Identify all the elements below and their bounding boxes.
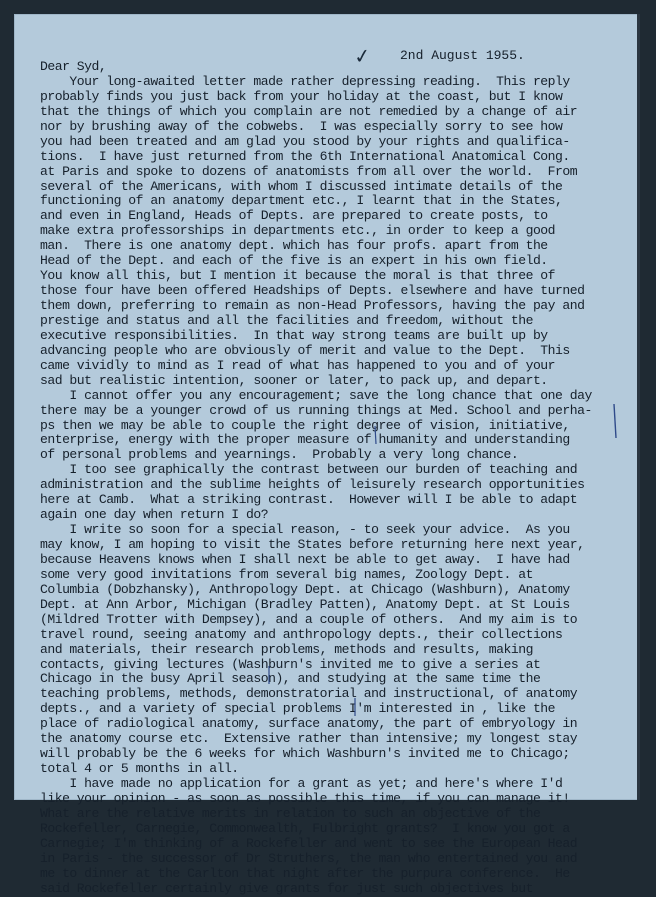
letter-line: again one day when return I do? bbox=[40, 507, 269, 523]
letter-line: travel round, seeing anatomy and anthropology depts., their collections bbox=[40, 626, 563, 642]
letter-line: several of the Americans, with whom I discussed intimate details of the bbox=[40, 178, 563, 194]
letter-line: me to dinner at the Carlton that night after the purpura conference. He bbox=[40, 865, 570, 881]
letter-line: them down, preferring to remain as non-Head Professors, having the pay and bbox=[40, 298, 585, 313]
letter-page bbox=[14, 14, 640, 896]
letter-line: total 4 or 5 months in all. bbox=[40, 761, 239, 777]
letter-line: because Heavens knows when I shall next be able to get away. I have had bbox=[40, 551, 570, 567]
letter-line: Rockefeller, Carnegie, Commonwealth, Fulbright grants? I know you got a bbox=[40, 820, 570, 836]
letter-line: depts., and a variety of special problems I'm interested in , like the bbox=[40, 701, 556, 717]
letter-line: ps then we may be able to couple the right degree of vision, initiative, bbox=[40, 417, 570, 433]
letter-line: functioning of an anatomy department etc., I learnt that in the States, bbox=[40, 193, 563, 209]
letter-line: there may be a younger crowd of us running things at Med. School and perha- bbox=[40, 402, 592, 418]
letter-line: those four have been offered Headships of Depts. elsewhere and have turned bbox=[40, 283, 585, 299]
letter-line: came vividly to mind as I read of what has happened to you and of your bbox=[40, 357, 556, 373]
letter-line: Chicago in the busy April season), and studying at the same time the bbox=[40, 671, 541, 687]
check-mark: ✓ bbox=[352, 42, 373, 70]
letter-line: Your long-awaited letter made rather depressing reading. This reply bbox=[40, 73, 570, 89]
letter-line: You know all this, but I mention it because the moral is that three of bbox=[40, 268, 556, 284]
letter-line: like your opinion - as soon as possible this time, if you can manage it! bbox=[40, 790, 570, 806]
inline-pen-mark-3 bbox=[350, 696, 360, 718]
letter-line: and materials, their research problems, methods and results, making bbox=[40, 641, 533, 657]
letter-line: and even in England, Heads of Depts. are prepared to create posts, to bbox=[40, 208, 548, 224]
inline-pen-mark-2 bbox=[264, 664, 274, 686]
letter-line: man. There is one anatomy dept. which has four profs. apart from the bbox=[40, 238, 548, 254]
letter-line: I cannot offer you any encouragement; save the long chance that one day bbox=[40, 387, 592, 403]
letter-line: at Paris and spoke to dozens of anatomists from all over the world. From bbox=[40, 163, 578, 179]
letter-line: here at Camb. What a striking contrast. However will I be able to adapt bbox=[40, 492, 578, 508]
letter-line: advancing people who are obviously of merit and value to the Dept. This bbox=[40, 342, 570, 358]
letter-line: Dear Syd, bbox=[40, 59, 107, 74]
letter-line: executive responsibilities. In that way strong teams are built up by bbox=[40, 327, 548, 343]
letter-line: will probably be the 6 weeks for which Washburn's invited me to Chicago; bbox=[40, 746, 570, 762]
letter-line: Dept. at Ann Arbor, Michigan (Bradley Patten), Anatomy Dept. at St Louis bbox=[40, 596, 570, 612]
letter-line: the anatomy course etc. Extensive rather than intensive; my longest stay bbox=[40, 731, 578, 747]
letter-line: place of radiological anatomy, surface anatomy, the part of embryology in bbox=[40, 716, 578, 732]
letter-line: administration and the sublime heights of leisurely research opportunities bbox=[40, 477, 585, 493]
letter-line: said Rockefeller certainly give grants for just such objectives but bbox=[40, 880, 533, 896]
letter-body bbox=[40, 60, 640, 897]
letter-line: I have made no application for a grant as yet; and here's where I'd bbox=[40, 776, 563, 791]
letter-line: that the things of which you complain are not remedied by a change of air bbox=[40, 103, 578, 119]
letter-line: of personal problems and yearnings. Probably a very long chance. bbox=[40, 447, 519, 463]
letter-line: Head of the Dept. and each of the five is an expert in his own field. bbox=[40, 253, 548, 269]
letter-line: make extra professorships in departments etc., in order to keep a good bbox=[40, 223, 556, 239]
letter-line: may know, I am hoping to visit the States before returning here next year, bbox=[40, 537, 585, 552]
letter-line: you had been treated and am glad you stood by your rights and qualifica- bbox=[40, 133, 570, 149]
letter-line: in Paris - the successor of Dr Struthers, the man who entertained you and bbox=[40, 850, 578, 866]
letter-line: What are the relative merits in relation to such an objective of the bbox=[40, 805, 541, 821]
margin-pen-mark bbox=[610, 402, 626, 442]
letter-line: contacts, giving lectures (Washburn's invited me to give a series at bbox=[40, 656, 541, 672]
letter-line: some very good invitations from several big names, Zoology Dept. at bbox=[40, 566, 533, 582]
letter-line: Carnegie; I'm thinking of a Rockefeller and went to see the European Head bbox=[40, 835, 578, 851]
letter-line: Columbia (Dobzhansky), Anthropology Dept. at Chicago (Washburn), Anatomy bbox=[40, 581, 570, 597]
letter-line: I write so soon for a special reason, - to seek your advice. As you bbox=[40, 522, 570, 538]
letter-date: 2nd August 1955. bbox=[400, 48, 525, 63]
letter-line: (Mildred Trotter with Dempsey), and a couple of others. And my aim is to bbox=[40, 611, 578, 627]
letter-line: nor by brushing away of the cobwebs. I was especially sorry to see how bbox=[40, 118, 563, 134]
letter-line: prestige and status and all the facilities and freedom, without the bbox=[40, 312, 533, 328]
letter-line: tions. I have just returned from the 6th International Anatomical Cong. bbox=[40, 148, 570, 164]
letter-line: sad but realistic intention, sooner or later, to pack up, and depart. bbox=[40, 372, 548, 388]
letter-line: enterprise, energy with the proper measure of humanity and understanding bbox=[40, 432, 570, 448]
letter-line: I too see graphically the contrast between our burden of teaching and bbox=[40, 462, 578, 478]
letter-line: probably finds you just back from your holiday at the coast, but I know bbox=[40, 88, 563, 104]
inline-pen-mark bbox=[370, 424, 380, 448]
letter-line: teaching problems, methods, demonstratorial and instructional, of anatomy bbox=[40, 686, 578, 702]
